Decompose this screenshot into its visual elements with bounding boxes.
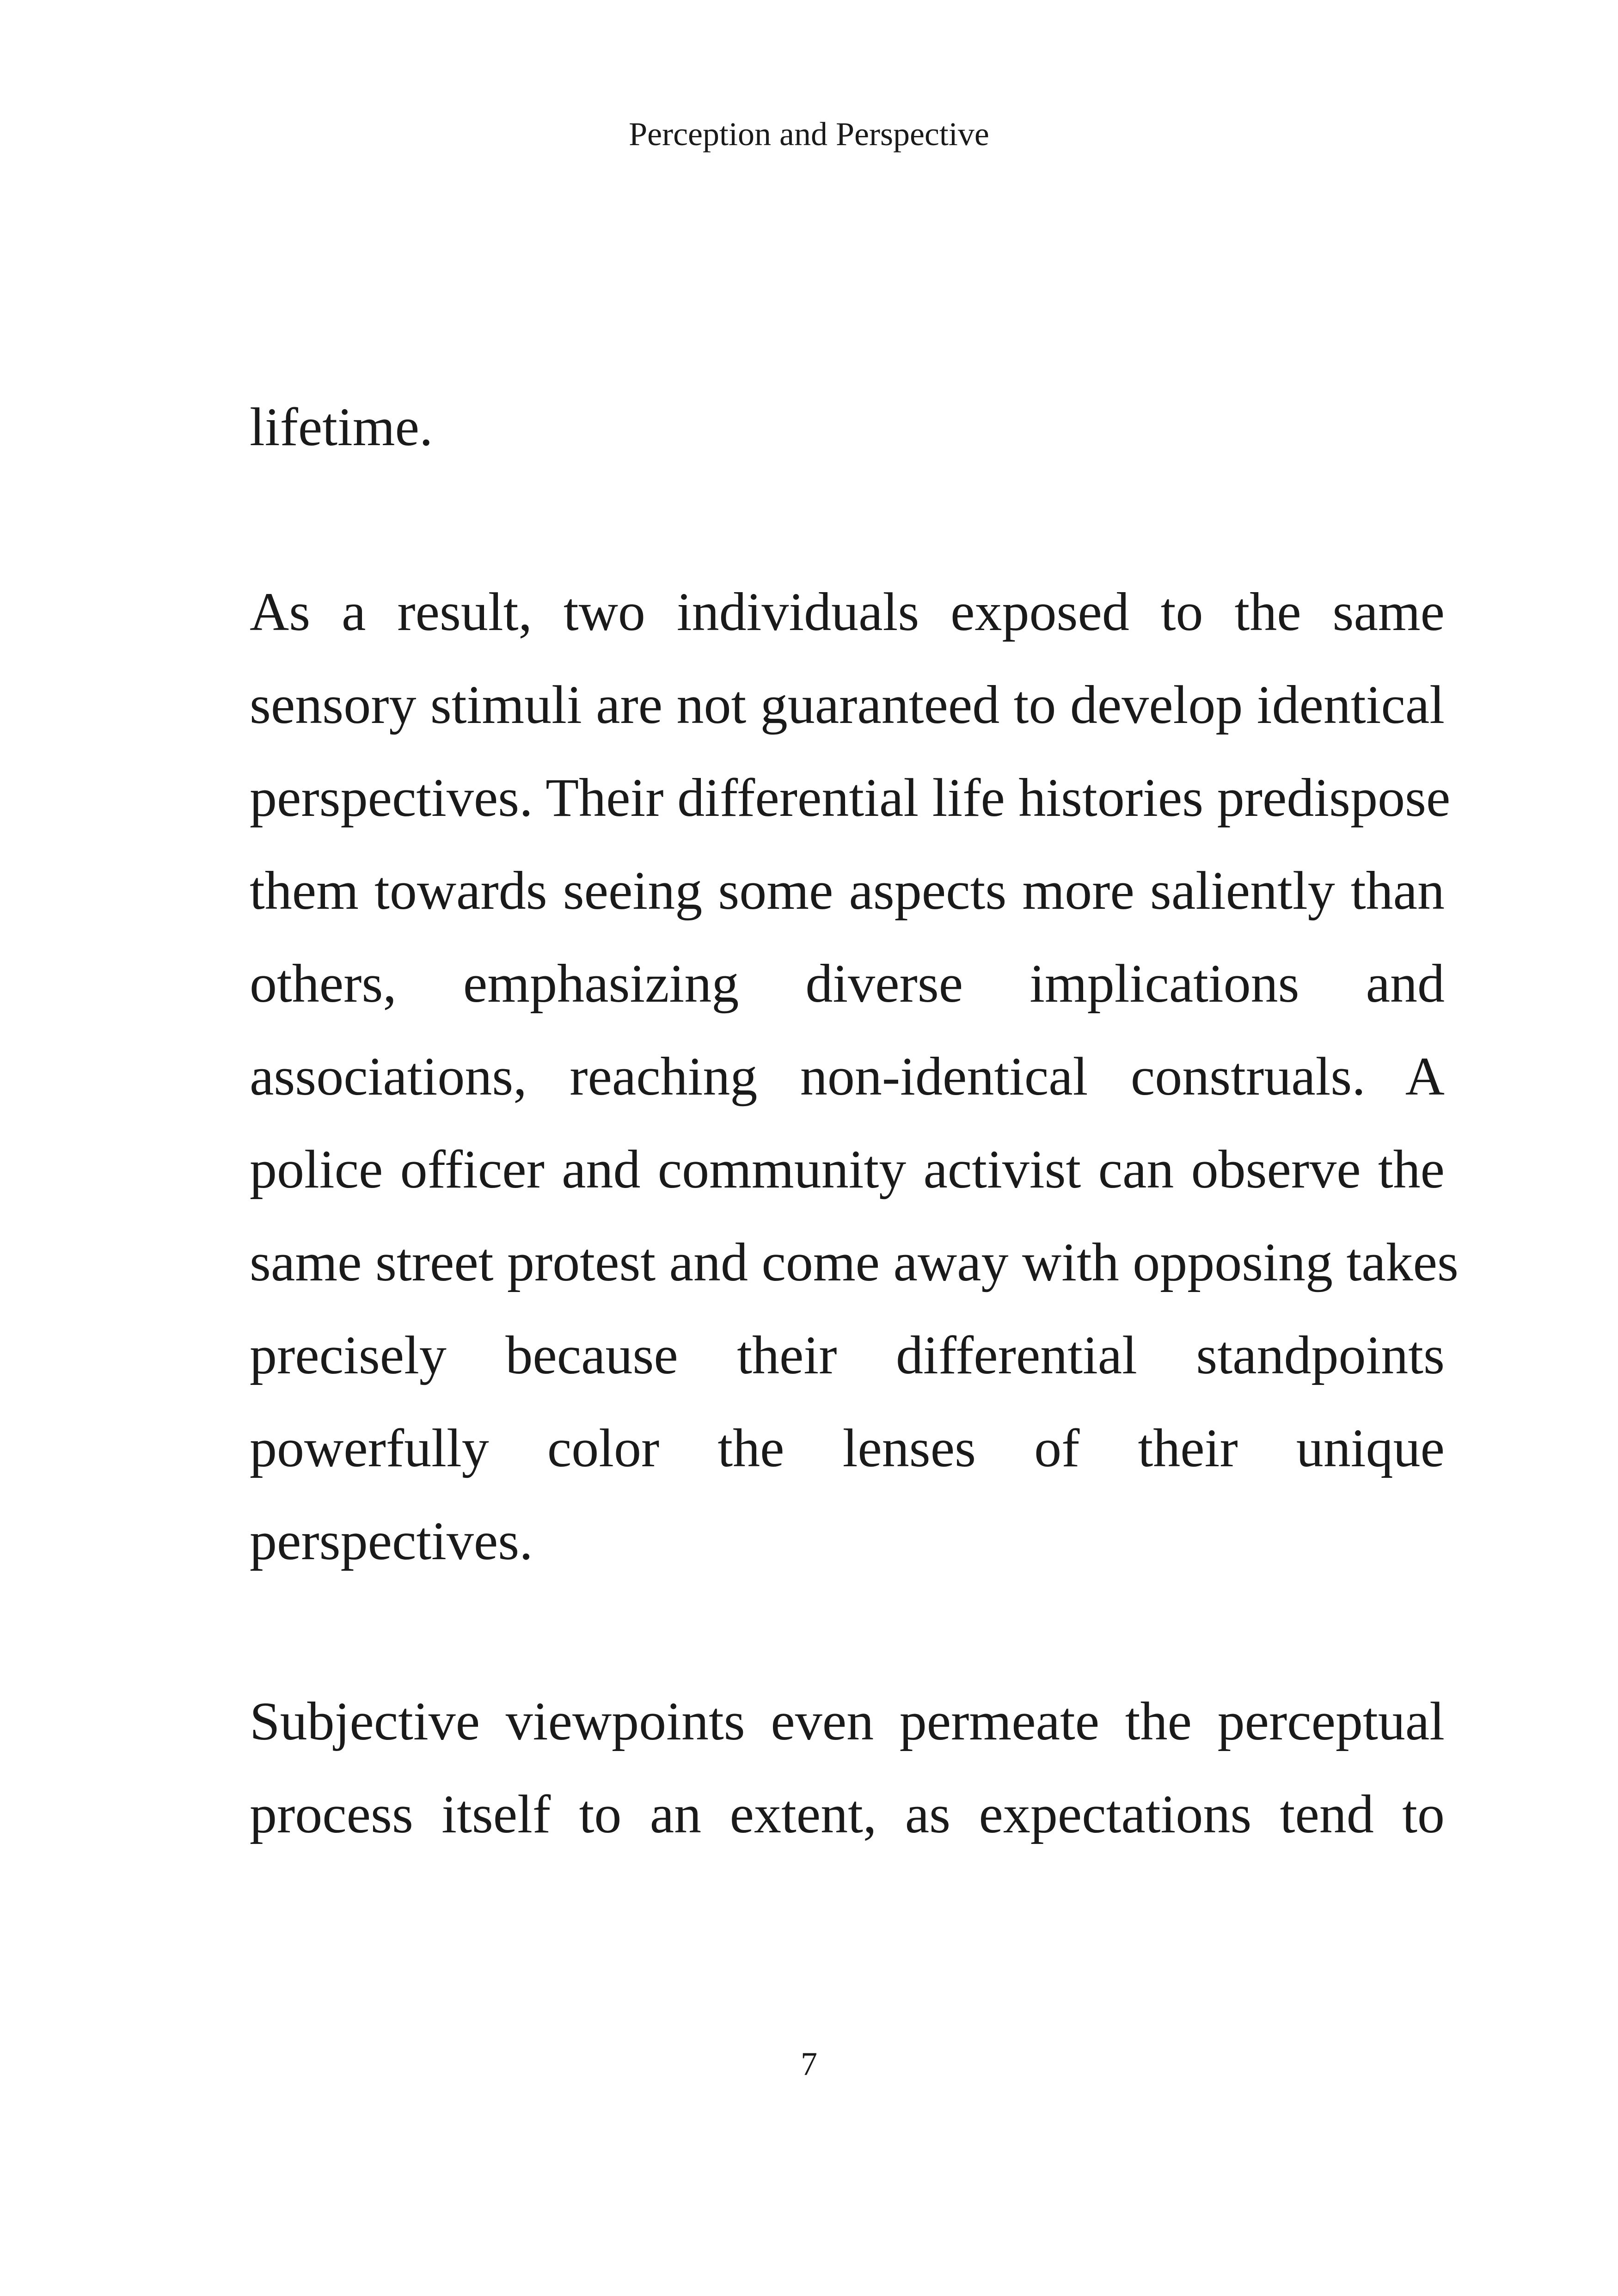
paragraph-1 xyxy=(250,380,1445,473)
paragraph-line: them towards seeing some aspects more saliently than xyxy=(250,860,1445,921)
paragraph-line: process itself to an extent, as expectations tend to xyxy=(250,1784,1445,1844)
paragraph-line: lifetime. xyxy=(250,397,433,457)
paragraph-line: perspectives. Their differential life histories predispose xyxy=(250,767,1451,828)
paragraph-line: others, emphasizing diverse implications and xyxy=(250,953,1445,1014)
paragraph-line: same street protest and come away with opposing takes xyxy=(250,1232,1459,1292)
page-number: 7 xyxy=(801,2045,817,2082)
paragraph-line: police officer and community activist can observe the xyxy=(250,1139,1445,1200)
paragraph-line: perspectives. xyxy=(250,1511,533,1571)
paragraph-line: powerfully color the lenses of their unique xyxy=(250,1418,1445,1478)
paragraph-line: Subjective viewpoints even permeate the perceptual xyxy=(250,1691,1445,1751)
paragraph-2 xyxy=(250,565,1459,1587)
paragraph-line: sensory stimuli are not guaranteed to develop identical xyxy=(250,674,1445,735)
paragraph-3 xyxy=(250,1675,1445,1861)
paragraph-line: As a result, two individuals exposed to the same xyxy=(250,582,1445,642)
paragraph-line: precisely because their differential standpoints xyxy=(250,1325,1445,1385)
running-header: Perception and Perspective xyxy=(629,116,989,153)
paragraph-line: associations, reaching non-identical construals. A xyxy=(250,1046,1445,1107)
